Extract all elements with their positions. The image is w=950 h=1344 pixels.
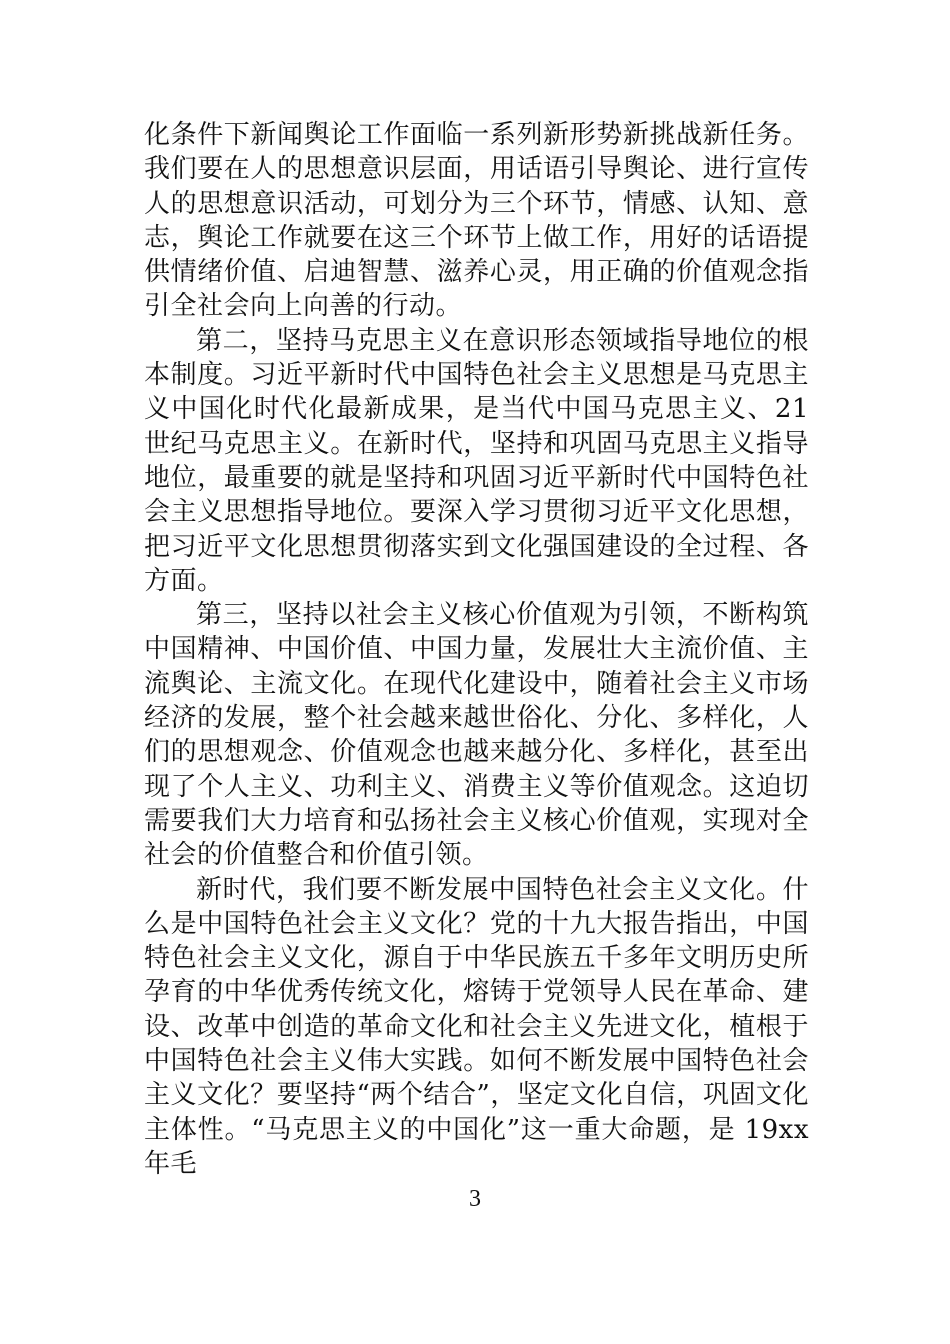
paragraph-4: 新时代，我们要不断发展中国特色社会主义文化。什么是中国特色社会主义文化？党的十九大报告指出，中国特色社会主义文化，源自于中华民族五千多年文明历史所孕育的中华优秀传统文化，熔铸于党领导人民在革命、建设、改革中创造的革命文化和社会主义先进文化，植根于中国特色社会主义伟大实践。如何不断发展中国特色社会主义文化？要坚持“两个结合”，坚定文化自信，巩固文化主体性。“马克思主义的中国化”这一重大命题，是 19xx 年毛	[144, 874, 809, 1179]
paragraph-2: 第二，坚持马克思主义在意识形态领域指导地位的根本制度。习近平新时代中国特色社会主义思想是马克思主义中国化时代化最新成果，是当代中国马克思主义、21世纪马克思主义。在新时代，坚持和巩固马克思主义指导地位，最重要的就是坚持和巩固习近平新时代中国特色社会主义思想指导地位。要深入学习贯彻习近平文化思想，把习近平文化思想贯彻落实到文化强国建设的全过程、各方面。	[144, 325, 809, 596]
page-number: 3	[469, 1186, 481, 1212]
paragraph-3: 第三，坚持以社会主义核心价值观为引领，不断构筑中国精神、中国价值、中国力量，发展壮大主流价值、主流舆论、主流文化。在现代化建设中，随着社会主义市场经济的发展，整个社会越来越世俗化、分化、多样化，人们的思想观念、价值观念也越来越分化、多样化，甚至出现了个人主义、功利主义、消费主义等价值观念。这迫切需要我们大力培育和弘扬社会主义核心价值观，实现对全社会的价值整合和价值引领。	[144, 600, 809, 871]
body-text	[144, 118, 809, 1181]
paragraph-1: 化条件下新闻舆论工作面临一系列新形势新挑战新任务。我们要在人的思想意识层面，用话语引导舆论、进行宣传人的思想意识活动，可划分为三个环节，情感、认知、意志，舆论工作就要在这三个环节上做工作，用好的话语提供情绪价值、启迪智慧、滋养心灵，用正确的价值观念指引全社会向上向善的行动。	[144, 120, 809, 322]
